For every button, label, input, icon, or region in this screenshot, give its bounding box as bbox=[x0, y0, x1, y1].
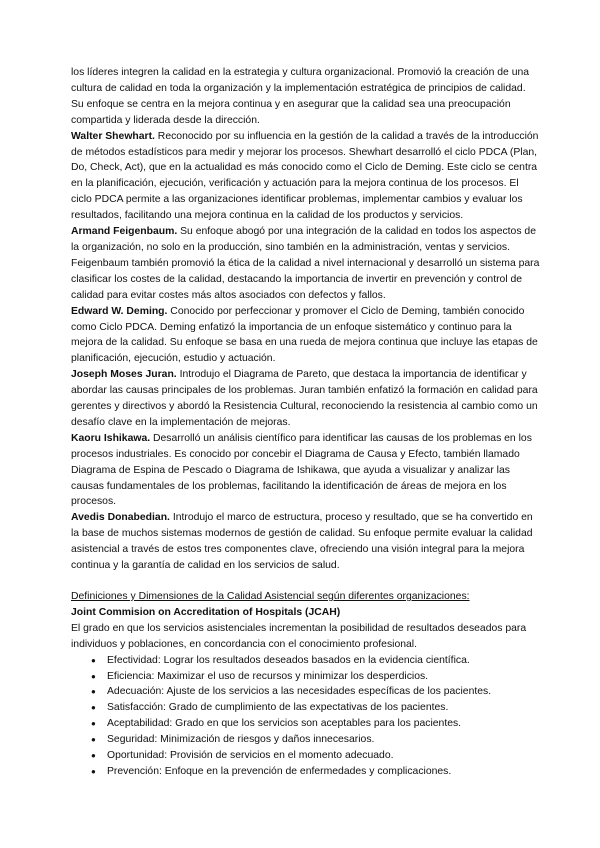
author-paragraph-deming bbox=[71, 304, 540, 368]
author-description: Su enfoque abogó por una integración de la calidad en todos los aspectos de la organización, no solo en la producción, sino también en la administración, ventas y servicios. Feigenbaum también promovió la ética de la calidad a nivel internacional y desarrolló un sistema para clasificar los costes de la calidad, destacando la importancia de invertir en prevención y control de calidad para evitar costes más altos asociados con defectos y fallos. bbox=[71, 226, 540, 301]
list-item: ● Prevención: Enfoque en la prevención de enfermedades y complicaciones. bbox=[107, 764, 540, 780]
dimensions-list bbox=[71, 653, 540, 780]
list-item: ● Seguridad: Minimización de riesgos y daños innecesarios. bbox=[107, 732, 540, 748]
author-name: Walter Shewhart. bbox=[71, 130, 155, 142]
author-paragraph-feigenbaum bbox=[71, 224, 540, 304]
author-name: Avedis Donabedian. bbox=[71, 512, 170, 524]
list-item: ● Aceptabilidad: Grado en que los servicios son aceptables para los pacientes. bbox=[107, 716, 540, 732]
author-paragraph-shewhart bbox=[71, 129, 540, 224]
author-paragraph-donabedian bbox=[71, 510, 540, 574]
author-name: Kaoru Ishikawa. bbox=[71, 432, 151, 444]
list-item: ● Eficiencia: Maximizar el uso de recursos y minimizar los desperdicios. bbox=[107, 669, 540, 685]
author-description: Introdujo el Diagrama de Pareto, que destaca la importancia de identificar y abordar las causas principales de los problemas. Juran también enfatizó la formación en calidad para gerentes y directivos y abordó la Resistencia Cultural, reconociendo la resistencia al cambio como un desafío clave en la implementación de mejoras. bbox=[71, 369, 538, 428]
organization-title: Joint Commision on Accreditation of Hospitals (JCAH) bbox=[71, 606, 341, 618]
list-item: ● Adecuación: Ajuste de los servicios a las necesidades específicas de los pacientes. bbox=[107, 684, 540, 700]
author-description: Reconocido por su influencia en la gestión de la calidad a través de la introducción de métodos estadísticos para medir y mejorar los procesos. Shewhart desarrolló el ciclo PDCA (Plan, Do, Check, Act), que en la actualidad es más conocido como el Ciclo de Deming. Este ciclo se centra en la planificación, ejecución, verificación y actuación para la mejora continua de los procesos. El ciclo PDCA permite a las organizaciones identificar problemas, implementar cambios y evaluar los resultados, facilitando una mejora continua en la calidad de los productos y servicios. bbox=[71, 130, 539, 222]
author-paragraph-ishikawa bbox=[71, 431, 540, 511]
author-description: Introdujo el marco de estructura, proceso y resultado, que se ha convertido en la base de muchos sistemas modernos de gestión de calidad. Su enfoque permite evaluar la calidad asistencial a través de estos tres componentes clave, ofreciendo una visión integral para la mejora continua y la garantía de calidad en los servicios de salud. bbox=[71, 512, 533, 572]
author-paragraph-juran bbox=[71, 367, 540, 431]
intro-paragraph: los líderes integren la calidad en la estrategia y cultura organizacional. Promovió la creación de una cultura de calidad en toda la organización y la implementación estratégica de principios de calidad. Su enfoque se centra en la mejora continua y en asegurar que la calidad sea una preocupación compartida y liderada desde la dirección. bbox=[71, 67, 530, 126]
author-description: Desarrolló un análisis científico para identificar las causas de los problemas en los procesos industriales. Es conocido por concebir el Diagrama de Causa y Efecto, también llamado Diagrama de Espina de Pescado o Diagrama de Ishikawa, que ayuda a visualizar y analizar las causas fundamentales de los problemas, facilitando la identificación de áreas de mejora en los procesos. bbox=[71, 432, 532, 508]
list-item: ● Efectividad: Lograr los resultados deseados basados en la evidencia científica. bbox=[107, 653, 540, 669]
list-item: ● Satisfacción: Grado de cumplimiento de las expectativas de los pacientes. bbox=[107, 700, 540, 716]
author-description: Conocido por perfeccionar y promover el Ciclo de Deming, también conocido como Ciclo PDCA. Deming enfatizó la importancia de un enfoque sistemático y continuo para la mejora de la calidad. Su enfoque se basa en una rueda de mejora continua que incluye las etapas de planificación, ejecución, estudio y actuación. bbox=[71, 305, 538, 365]
organization-definition: El grado en que los servicios asistenciales incrementan la posibilidad de resultados deseados para individuos y poblaciones, en concordancia con el conocimiento profesional. bbox=[71, 622, 527, 650]
author-name: Edward W. Deming. bbox=[71, 305, 168, 317]
section-title: Definiciones y Dimensiones de la Calidad Asistencial según diferentes organizaciones: bbox=[71, 591, 470, 602]
author-name: Armand Feigenbaum. bbox=[71, 226, 178, 238]
author-name: Joseph Moses Juran. bbox=[71, 369, 177, 381]
list-item: ● Oportunidad: Provisión de servicios en el momento adecuado. bbox=[107, 748, 540, 764]
